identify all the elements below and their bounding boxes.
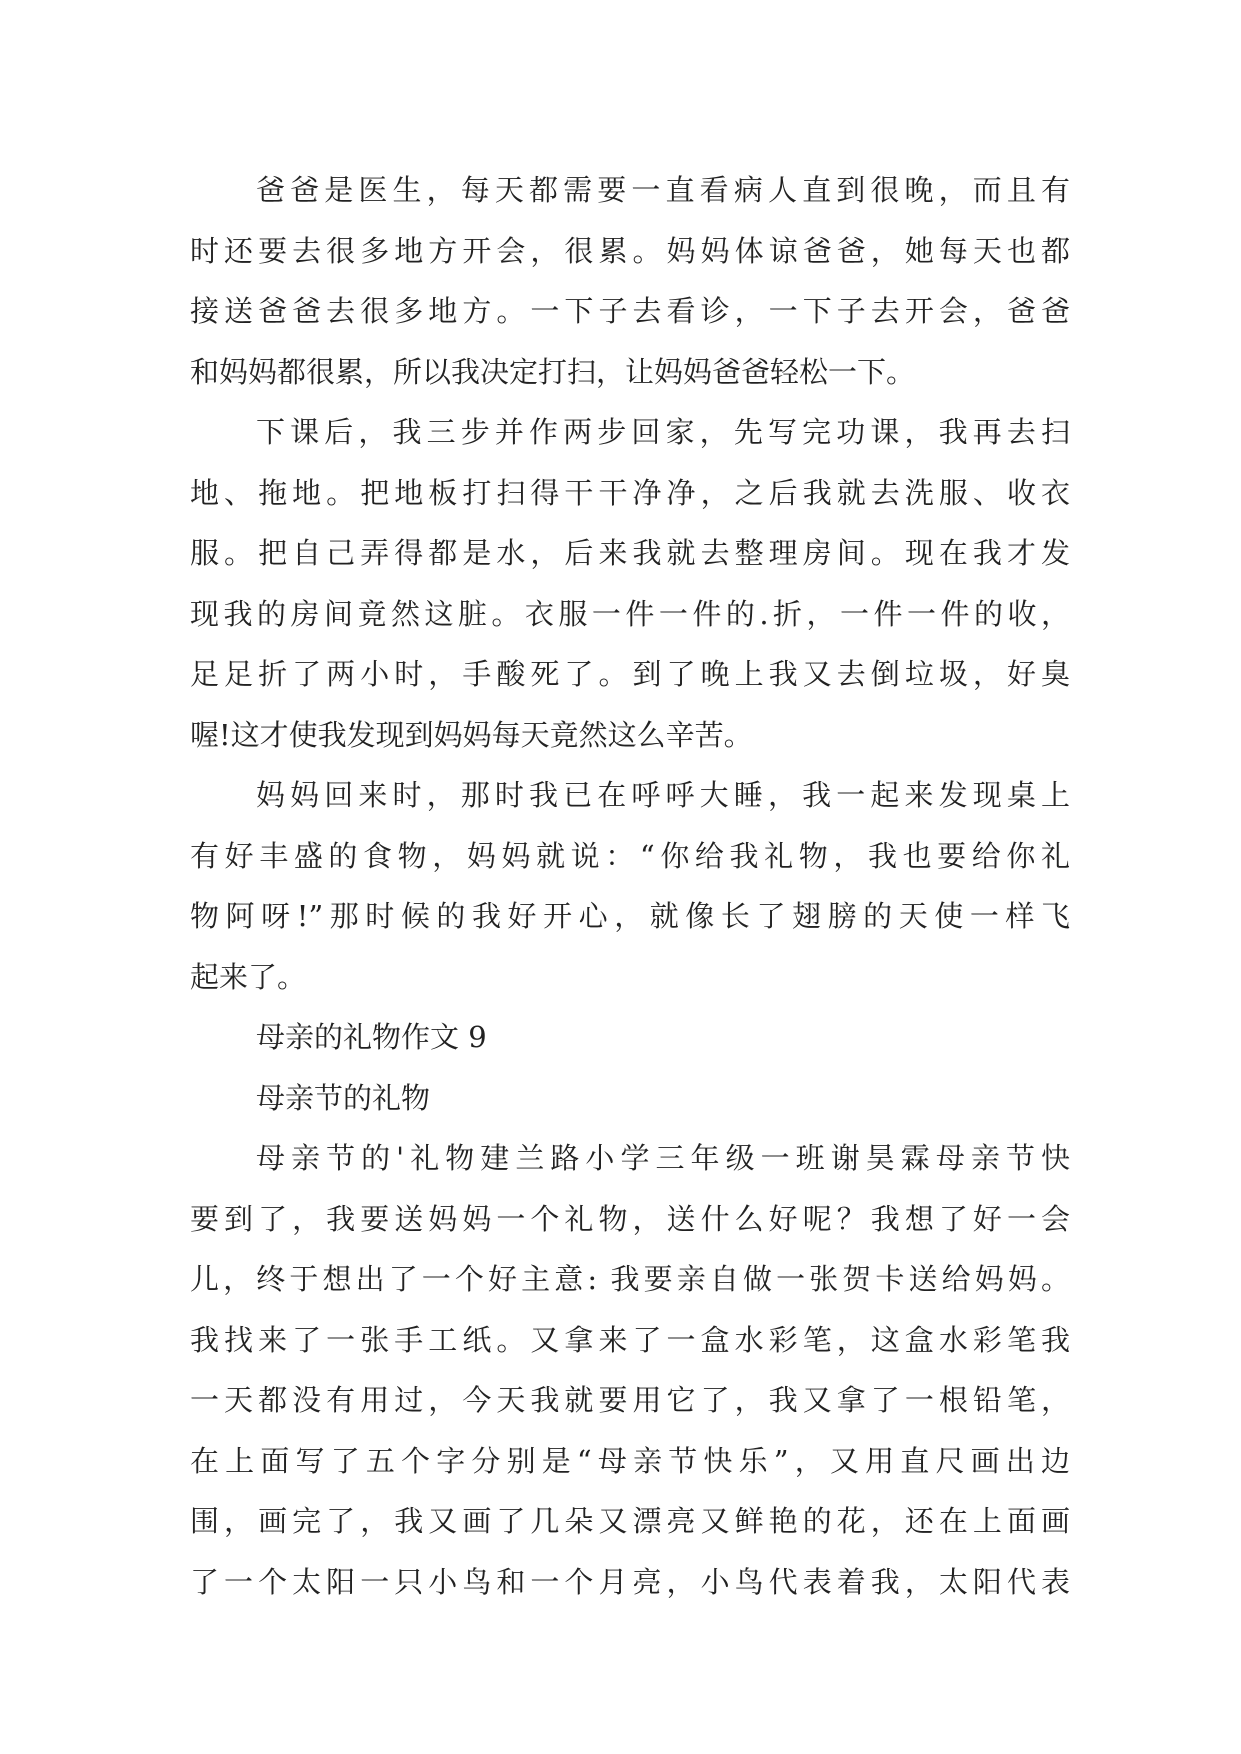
text-line: 围，画完了，我又画了几朵又漂亮又鲜艳的花，还在上面画 bbox=[190, 1504, 1070, 1538]
text-line: 有好丰盛的食物，妈妈就说：“你给我礼物，我也要给你礼 bbox=[190, 838, 1070, 873]
text-line: 和妈妈都很累，所以我决定打扫，让妈妈爸爸轻松一下。 bbox=[190, 354, 916, 389]
text-line: 接送爸爸去很多地方。一下子去看诊，一下子去开会，爸爸 bbox=[190, 294, 1070, 328]
text-line: 地、拖地。把地板打扫得干干净净，之后我就去洗服、收衣 bbox=[190, 475, 1070, 510]
text-line: 在上面写了五个字分别是“母亲节快乐”，又用直尺画出边 bbox=[190, 1443, 1070, 1478]
text-line: 了一个太阳一只小鸟和一个月亮，小鸟代表着我，太阳代表 bbox=[190, 1564, 1070, 1599]
text-line: 现我的房间竟然这脏。衣服一件一件的.折，一件一件的收， bbox=[190, 596, 1070, 631]
text-line: 爸爸是医生，每天都需要一直看病人直到很晚，而且有 bbox=[256, 173, 1070, 207]
text-line: 要到了，我要送妈妈一个礼物，送什么好呢？我想了好一会 bbox=[190, 1201, 1070, 1236]
text-line: 母亲的礼物作文 9 bbox=[256, 1020, 487, 1054]
text-line: 一天都没有用过，今天我就要用它了，我又拿了一根铅笔， bbox=[190, 1383, 1070, 1417]
document-body bbox=[190, 160, 1070, 1612]
text-line: 喔!这才使我发现到妈妈每天竟然这么辛苦。 bbox=[190, 717, 753, 752]
text-line: 时还要去很多地方开会，很累。妈妈体谅爸爸，她每天也都 bbox=[190, 233, 1070, 268]
text-line: 我找来了一张手工纸。又拿来了一盒水彩笔，这盒水彩笔我 bbox=[190, 1322, 1070, 1357]
text-line: 起来了。 bbox=[190, 959, 307, 994]
text-line: 母亲节的礼物 bbox=[256, 1080, 431, 1115]
text-line: 服。把自己弄得都是水，后来我就去整理房间。现在我才发 bbox=[190, 536, 1070, 570]
text-line: 物阿呀!”那时候的我好开心，就像长了翅膀的天使一样飞 bbox=[190, 899, 1070, 933]
text-line: 下课后，我三步并作两步回家，先写完功课，我再去扫 bbox=[256, 415, 1070, 449]
text-line: 儿，终于想出了一个好主意: 我要亲自做一张贺卡送给妈妈。 bbox=[190, 1262, 1070, 1296]
text-line: 足足折了两小时，手酸死了。到了晚上我又去倒垃圾，好臭 bbox=[190, 657, 1070, 691]
text-line: 母亲节的'礼物建兰路小学三年级一班谢昊霖母亲节快 bbox=[256, 1141, 1070, 1175]
text-line: 妈妈回来时，那时我已在呼呼大睡，我一起来发现桌上 bbox=[256, 778, 1070, 812]
